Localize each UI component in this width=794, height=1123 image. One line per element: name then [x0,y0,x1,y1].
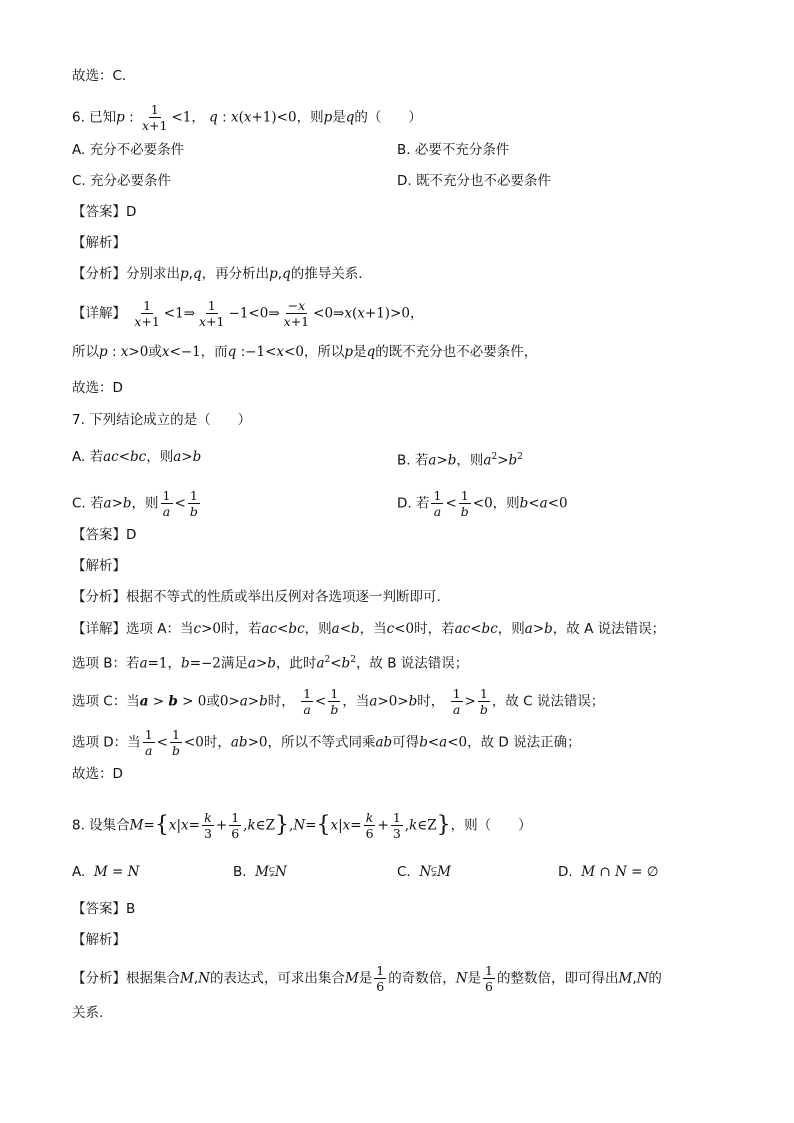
detail-option-d: 选项 D：当 $\frac{1}{a}$ < $\frac{1}{b}$ <0时，ab>0，所以不等式同乘ab可得b<a<0，故 D 说法正确； [72,727,581,758]
option-a: A. 充分不必要条件 [72,142,185,158]
analysis-heading: 【解析】 [72,235,126,251]
option-d: D. M ∩ N = ∅ [558,864,659,880]
detail-option-a: 【详解】选项 A：当c>0时，若ac<bc，则a<b，当c<0时，若ac<bc，则a>b，故 A 说法错误； [72,621,666,637]
option-b: B. M⫋N [233,864,287,880]
analysis-text: 【分析】根据集合M,N的表达式，可求出集合M是 $\frac{1}{6}$ 的奇数倍，N是 $\frac{1}{6}$ 的整数倍，即可得出M,N的 [72,963,662,994]
answer-label: 【答案】D [72,527,137,543]
detail-option-b: 选项 B：若a=1，b=−2满足a>b，此时$a^2<b^2$，故 B 说法错误； [72,655,469,672]
answer-selection-line: 故选：D [72,766,123,782]
answer-label: 【答案】B [72,901,136,917]
option-a: A. M = N [72,864,140,880]
question-7-stem: 7. 下列结论成立的是（ ） [72,412,252,428]
detail-option-c: 选项 C：当a > b > 0或0>a>b时， $\frac{1}{a}$ < $\frac{1}{b}$ ，当a>0>b时， $\frac{1}{a}$ > $\frac{1}{b}$ ，故 C 说法错误； [72,686,605,717]
analysis-text-continued: 关系. [72,1005,104,1021]
option-d: D. 既不充分也不必要条件 [397,173,551,189]
option-b: B. 若a>b，则$a^2>b^2$ [397,452,523,469]
option-d: D. 若 $\frac{1}{a}$ < $\frac{1}{b}$ <0，则b<a<0 [397,488,568,519]
analysis-heading: 【解析】 [72,558,126,574]
answer-label: 【答案】D [72,204,137,220]
answer-selection-line: 故选：C． [72,68,136,84]
analysis-text: 【分析】分别求出p,q，再分析出p,q的推导关系. [72,266,363,282]
question-8-stem: 8. 设集合M={x|x= $\frac{k}{3}$ + $\frac{1}{6}$ ,k∈Z},N={x|x= $\frac{k}{6}$ + $\frac{1}{3}$ ,k∈Z}，则（ ） [72,810,532,841]
fraction: $\frac{1}{x+1}$ [141,102,168,133]
option-b: B. 必要不充分条件 [397,142,510,158]
question-6-stem: 6. 已知p : $\frac{1}{x+1}$ <1， q : x(x+1)<0，则p是q的（ ） [72,102,422,133]
option-c: C. N⫋M [397,864,451,880]
option-c: C. 充分必要条件 [72,173,172,189]
option-a: A. 若ac<bc，则a>b [72,449,202,465]
option-c: C. 若a>b，则 $\frac{1}{a}$ < $\frac{1}{b}$ [72,488,198,519]
answer-selection-line: 故选：D [72,380,123,396]
analysis-heading: 【解析】 [72,932,126,948]
conclusion-text: 所以p : x>0或x<−1，而q :−1<x<0，所以p是q的既不充分也不必要条件， [72,344,538,360]
detail-text: 【详解】 $\frac{1}{x+1}$ <1⇒ $\frac{1}{x+1}$ −1<0⇒ $\frac{-x}{x+1}$ <0⇒x(x+1)>0， [72,298,424,329]
analysis-text: 【分析】根据不等式的性质或举出反例对各选项逐一判断即可. [72,589,441,605]
